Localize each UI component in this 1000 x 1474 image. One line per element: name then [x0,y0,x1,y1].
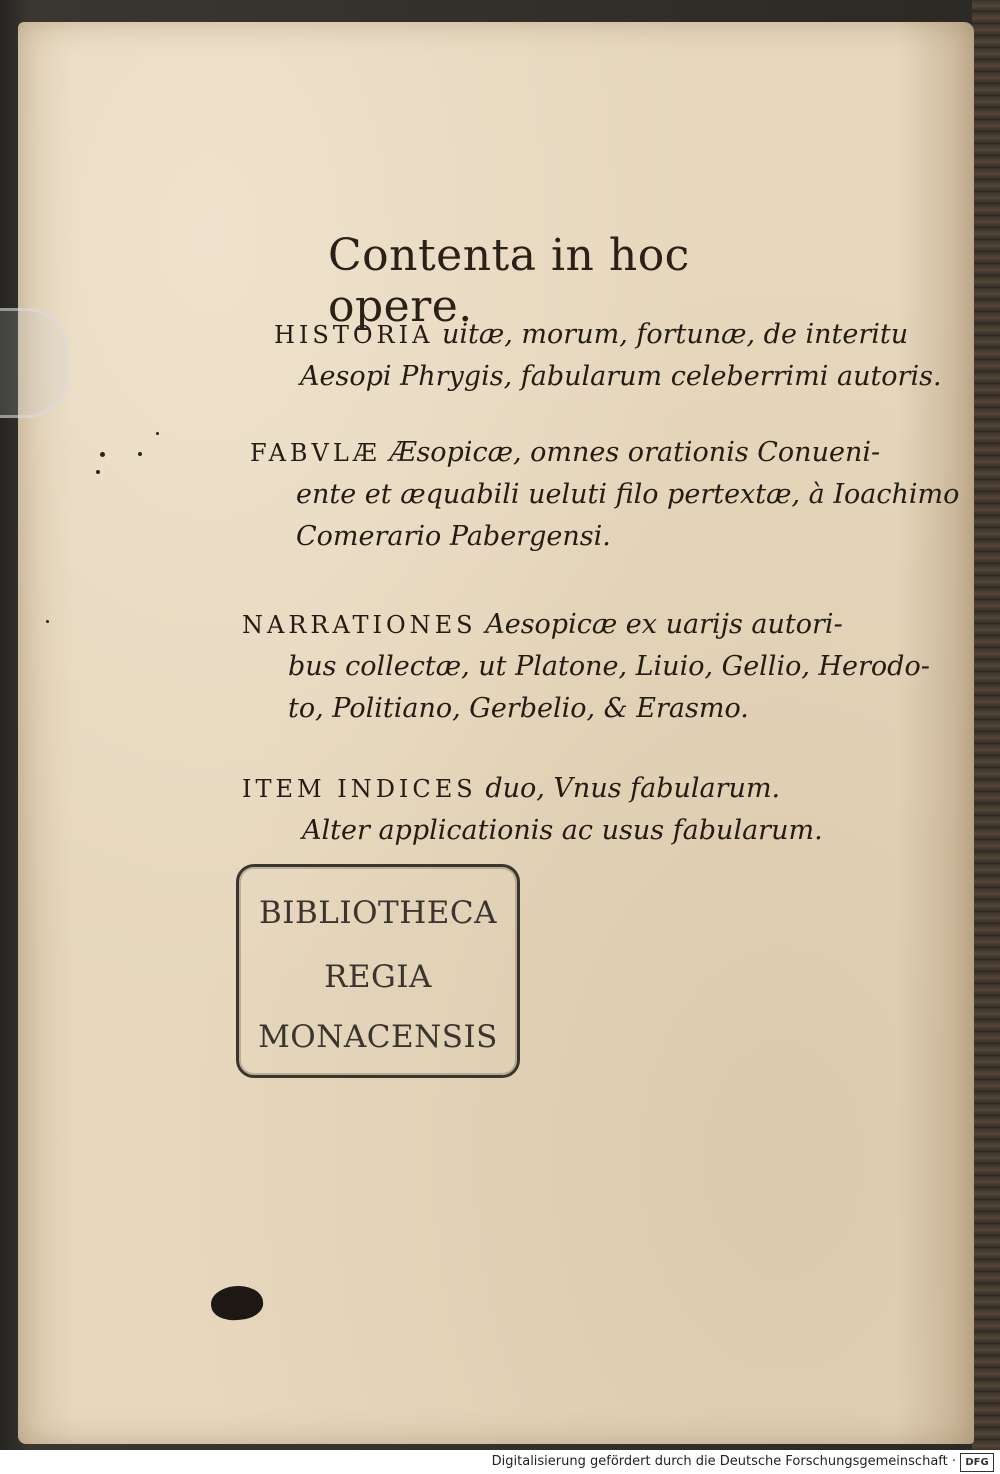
ink-blot [209,1283,264,1322]
entry-historia [274,314,942,398]
entry-line [242,768,823,810]
entry-fabulae [250,432,959,558]
entry-indices [242,768,823,852]
ink-speck [46,620,49,623]
library-stamp [236,864,520,1078]
entry-text: Æsopicæ, omnes orationis Conueni- [389,437,881,468]
footer-bar [0,1450,1000,1474]
entry-lead: FABVLÆ [250,439,381,467]
entry-narrationes [242,604,930,730]
page-clip [0,308,69,418]
entry-text: uitæ, morum, fortunæ, de interitu [442,319,909,350]
entry-line: Aesopi Phrygis, fabularum celeberrimi autoris. [300,361,942,392]
footer-credit: Digitalisierung gefördert durch die Deutsche Forschungsgemeinschaft · [491,1454,956,1469]
ink-speck [100,452,105,457]
book-binding-edge [972,0,1000,1450]
book-page [18,22,974,1444]
entry-text: Aesopicæ ex uarijs autori- [485,609,843,640]
ink-speck [156,432,159,435]
entry-lead: ITEM INDICES [242,775,477,803]
entry-lead: NARRATIONES [242,611,477,639]
ink-speck [138,452,142,456]
entry-line [242,604,930,646]
stamp-line: REGIA [324,959,432,995]
page-title: Contenta in hoc opere. [328,230,690,332]
entry-line: ente et æquabili ueluti filo pertextæ, à Ioachimo [296,479,960,510]
dfg-logo: DFG [960,1453,994,1472]
entry-lead: HISTORIA [274,321,434,349]
entry-line [274,314,942,356]
ink-speck [96,470,100,474]
entry-line: bus collectæ, ut Platone, Liuio, Gellio, Herodo- [288,651,930,682]
entry-line: Alter applicationis ac usus fabularum. [302,815,823,846]
entry-line: Comerario Pabergensi. [296,521,611,552]
entry-line [250,432,959,474]
entry-line: to, Politiano, Gerbelio, & Erasmo. [288,693,749,724]
entry-text: duo, Vnus fabularum. [485,773,781,804]
stamp-line: BIBLIOTHECA [259,895,497,931]
stamp-line: MONACENSIS [258,1019,498,1055]
